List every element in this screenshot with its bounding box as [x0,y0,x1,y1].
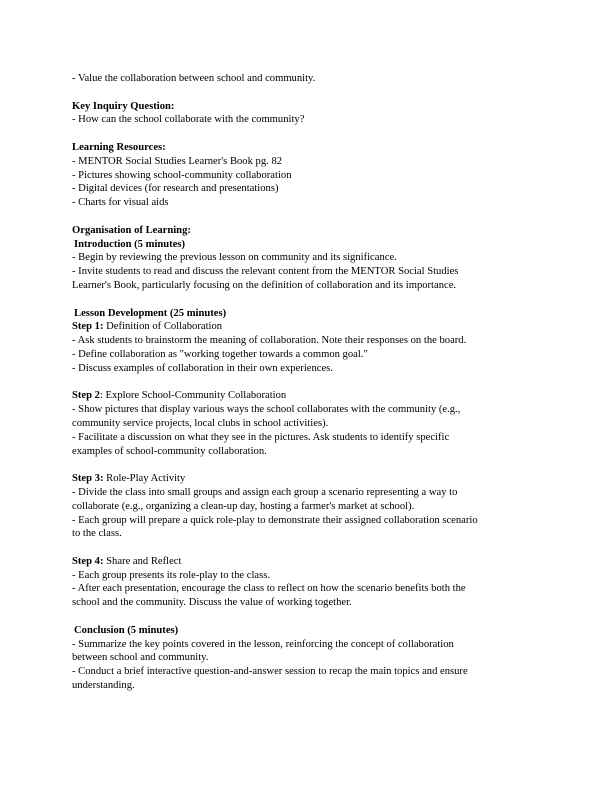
resource-item: - Pictures showing school-community collaboration [72,169,292,181]
objective-section [72,72,542,86]
objective-line: - Value the collaboration between school and community. [72,73,316,84]
step-1-label: Step 1: [72,321,104,333]
introduction-line: - Begin by reviewing the previous lesson on community and its significance. [72,252,397,264]
step-1-line: - Discuss examples of collaboration in their own experiences. [72,362,333,374]
conclusion-section [72,624,542,693]
step-1-title [72,320,542,334]
conclusion-heading: Conclusion (5 minutes) [74,624,179,636]
step-2-line: community service projects, local clubs in school activities). [72,417,329,429]
step-4-label: Step 4: [72,555,104,567]
step-1-section [72,307,542,376]
step-2-name: : Explore School-Community Collaboration [99,390,287,402]
step-2-line: - Show pictures that display various ways the school collaborates with the community (e.g., [72,404,461,416]
step-3-line: to the class. [72,528,122,540]
step-4-section [72,555,542,610]
resource-item: - MENTOR Social Studies Learner's Book pg. 82 [72,155,283,167]
step-3-line: collaborate (e.g., organizing a clean-up day, hosting a farmer's market at school). [72,500,415,512]
resources-heading: Learning Resources: [72,141,166,153]
step-3-line: - Divide the class into small groups and assign each group a scenario representing a way to [72,486,458,498]
step-2-section [72,389,542,458]
step-1-line: - Ask students to brainstorm the meaning of collaboration. Note their responses on the board. [72,335,467,347]
step-2-label: Step 2 [72,390,100,402]
conclusion-line: - Summarize the key points covered in the lesson, reinforcing the concept of collaboration [72,638,454,650]
conclusion-line: - Conduct a brief interactive question-and-answer session to recap the main topics and ensure [72,666,468,678]
step-3-line: - Each group will prepare a quick role-play to demonstrate their assigned collaboration scenario [72,514,478,526]
resource-item: - Charts for visual aids [72,197,169,209]
introduction-line: - Invite students to read and discuss the relevant content from the MENTOR Social Studies [72,266,459,278]
resource-item: - Digital devices (for research and presentations) [72,183,279,195]
step-2-title [72,389,542,403]
step-1-line: - Define collaboration as "working together towards a common goal." [72,348,368,360]
inquiry-heading: Key Inquiry Question: [72,100,175,112]
step-4-name: Share and Reflect [103,555,182,567]
conclusion-line: understanding. [72,680,135,692]
organisation-section [72,224,542,293]
inquiry-section [72,100,542,128]
organisation-heading: Organisation of Learning: [72,224,191,236]
step-4-line: school and the community. Discuss the value of working together. [72,597,352,609]
step-4-title [72,555,542,569]
introduction-line: Learner's Book, particularly focusing on the definition of collaboration and its importance. [72,279,457,291]
step-4-line: - Each group presents its role-play to the class. [72,569,270,581]
introduction-heading: Introduction (5 minutes) [74,238,186,250]
step-3-title [72,472,542,486]
step-2-line: - Facilitate a discussion on what they see in the pictures. Ask students to identify specific [72,431,450,443]
inquiry-line: - How can the school collaborate with the community? [72,114,305,126]
lesson-development-heading: Lesson Development (25 minutes) [74,307,227,319]
step-1-name: Definition of Collaboration [103,321,223,333]
step-3-section [72,472,542,541]
step-2-line: examples of school-community collaboration. [72,445,267,457]
step-3-name: Role-Play Activity [103,473,186,485]
step-3-label: Step 3: [72,473,104,485]
step-4-line: - After each presentation, encourage the class to reflect on how the scenario benefits both the [72,583,466,595]
document-body [72,72,542,707]
conclusion-line: between school and community. [72,652,209,664]
resources-section [72,141,542,210]
